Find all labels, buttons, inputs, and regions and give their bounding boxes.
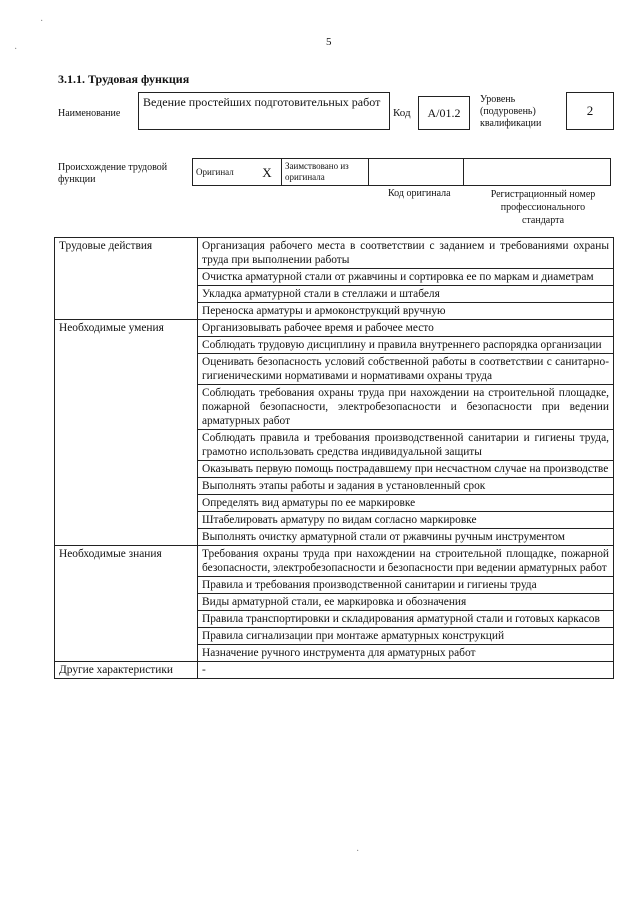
item-cell: Виды арматурной стали, ее маркировка и обозначения <box>198 594 614 611</box>
code-label: Код <box>393 107 411 119</box>
scan-mark: · <box>356 846 360 857</box>
item-cell: Выполнять очистку арматурной стали от ржавчины ручным инструментом <box>198 529 614 546</box>
page-number: 5 <box>326 36 332 48</box>
name-label: Наименование <box>58 108 121 119</box>
item-cell: Соблюдать требования охраны труда при нахождении на строительной площадке, пожарной безопасности, электробезопасности и безопасности при ведении арматурных работ <box>198 385 614 430</box>
item-cell: Требования охраны труда при нахождении на строительной площадке, пожарной безопасности, электробезопасности и безопасности при ведении арматурных работ <box>198 546 614 577</box>
item-cell: Штабелировать арматуру по видам согласно маркировке <box>198 512 614 529</box>
origin-table <box>192 158 611 186</box>
item-cell: Правила и требования производственной санитарии и гигиены труда <box>198 577 614 594</box>
item-cell: Соблюдать правила и требования производственной санитарии и гигиены труда, грамотно использовать средства индивидуальной защиты <box>198 430 614 461</box>
scan-mark: · <box>40 16 44 27</box>
function-name: Ведение простейших подготовительных работ <box>143 95 381 109</box>
section-title: 3.1.1. Трудовая функция <box>58 72 190 86</box>
original-code-caption: Код оригинала <box>388 188 451 199</box>
original-code-cell <box>369 159 464 186</box>
item-cell: Соблюдать трудовую дисциплину и правила внутреннего распорядка организации <box>198 337 614 354</box>
origin-label: Происхождение трудовой функции <box>58 162 168 185</box>
original-label: Оригинал <box>196 166 234 177</box>
labor-function-table <box>54 237 614 679</box>
item-cell: - <box>198 662 614 679</box>
item-cell: Переноска арматуры и армоконструкций вручную <box>198 303 614 320</box>
category-cell: Необходимые знания <box>55 546 198 662</box>
level-box <box>566 92 614 130</box>
level-label: Уровень (подуровень) квалификации <box>480 94 542 129</box>
item-cell: Укладка арматурной стали в стеллажи и штабеля <box>198 286 614 303</box>
item-cell: Оценивать безопасность условий собственной работы в соответствии с санитарно-гигиеническими нормативами и нормативами охраны труда <box>198 354 614 385</box>
item-cell: Организация рабочего места в соответствии с заданием и требованиями охраны труда при выполнении работы <box>198 238 614 269</box>
table-row <box>55 662 614 679</box>
item-cell: Правила транспортировки и складирования арматурной стали и готовых каркасов <box>198 611 614 628</box>
scan-mark: · <box>14 44 18 55</box>
level-value: 2 <box>586 103 594 118</box>
code-box <box>418 96 470 130</box>
function-name-box <box>138 92 390 130</box>
original-mark: X <box>262 164 272 180</box>
category-cell: Необходимые умения <box>55 320 198 546</box>
registration-number-cell <box>464 159 611 186</box>
item-cell: Очистка арматурной стали от ржавчины и сортировка ее по маркам и диаметрам <box>198 269 614 286</box>
item-cell: Назначение ручного инструмента для арматурных работ <box>198 645 614 662</box>
code-value: A/01.2 <box>427 105 461 120</box>
category-cell: Трудовые действия <box>55 238 198 320</box>
item-cell: Организовывать рабочее время и рабочее место <box>198 320 614 337</box>
table-row <box>55 320 614 337</box>
item-cell: Выполнять этапы работы и задания в установленный срок <box>198 478 614 495</box>
item-cell: Правила сигнализации при монтаже арматурных конструкций <box>198 628 614 645</box>
borrowed-label: Заимствовано из оригинала <box>285 161 349 182</box>
table-row <box>55 546 614 577</box>
table-row <box>55 238 614 269</box>
item-cell: Оказывать первую помощь пострадавшему при несчастном случае на производстве <box>198 461 614 478</box>
registration-caption: Регистрационный номер профессионального стандарта <box>490 189 596 226</box>
item-cell: Определять вид арматуры по ее маркировке <box>198 495 614 512</box>
category-cell: Другие характеристики <box>55 662 198 679</box>
